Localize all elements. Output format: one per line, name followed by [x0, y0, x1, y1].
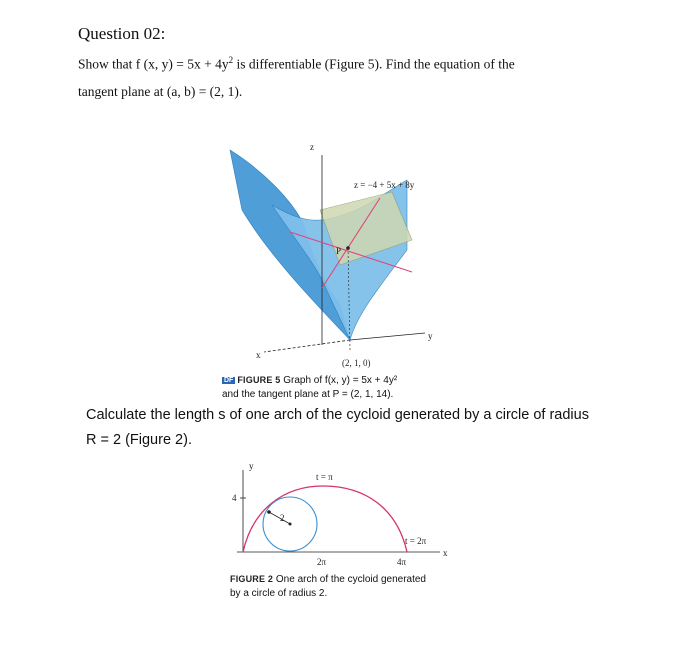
- cycloid-point: [267, 510, 271, 514]
- question-line-1-start: Show that f (x, y) = 5x + 4y: [78, 56, 229, 72]
- top-label: t = π: [316, 472, 333, 482]
- df-badge: DF: [224, 377, 234, 384]
- point-p-label: P: [336, 246, 342, 256]
- figure-5-graph: [212, 140, 482, 372]
- figure-2-caption-1: [230, 574, 426, 585]
- question-title: Question 02:: [78, 24, 166, 43]
- question-line-2: tangent plane at (a, b) = (2, 1).: [78, 84, 243, 99]
- x-axis: [264, 340, 350, 352]
- question-line-1: [78, 55, 515, 73]
- y-axis-label: y: [428, 331, 433, 341]
- problem-2-line-1: Calculate the length s of one arch of the cycloid generated by a circle of radius: [86, 407, 589, 423]
- figure-2-graph: [225, 458, 455, 576]
- x-axis-label: x: [256, 350, 261, 360]
- figure-2-caption-text: One arch of the cycloid generated: [273, 574, 426, 585]
- point-p: [346, 246, 350, 250]
- tick-2pi: 2π: [317, 557, 327, 567]
- exponent: 2: [228, 55, 234, 65]
- figure-5-label: FIGURE 5: [237, 375, 281, 385]
- z-axis-label: z: [310, 142, 314, 152]
- figure-2-caption-2: by a circle of radius 2.: [230, 588, 328, 599]
- figure-5-caption-1: [222, 375, 397, 386]
- x-axis-label: x: [443, 548, 448, 558]
- y-axis: [350, 333, 425, 340]
- base-point-label: (2, 1, 0): [342, 358, 371, 368]
- plane-label: z = −4 + 5x + 8y: [354, 180, 415, 190]
- circle-center: [289, 523, 292, 526]
- figure-5-caption-2: and the tangent plane at P = (2, 1, 14).: [222, 389, 394, 400]
- y-tick-label: 4: [232, 493, 237, 503]
- tick-4pi: 4π: [397, 557, 407, 567]
- problem-2-line-2: R = 2 (Figure 2).: [86, 432, 192, 448]
- cycloid-arch: [243, 486, 407, 552]
- end-label: t = 2π: [405, 536, 427, 546]
- figure-2-label: FIGURE 2: [230, 574, 274, 584]
- figure-5-caption-text: Graph of f(x, y) = 5x + 4y²: [280, 375, 398, 386]
- question-line-1-end: is differentiable (Figure 5). Find the equation of the: [233, 56, 515, 72]
- y-axis-label: y: [249, 461, 254, 471]
- radius-label: 2: [280, 513, 285, 523]
